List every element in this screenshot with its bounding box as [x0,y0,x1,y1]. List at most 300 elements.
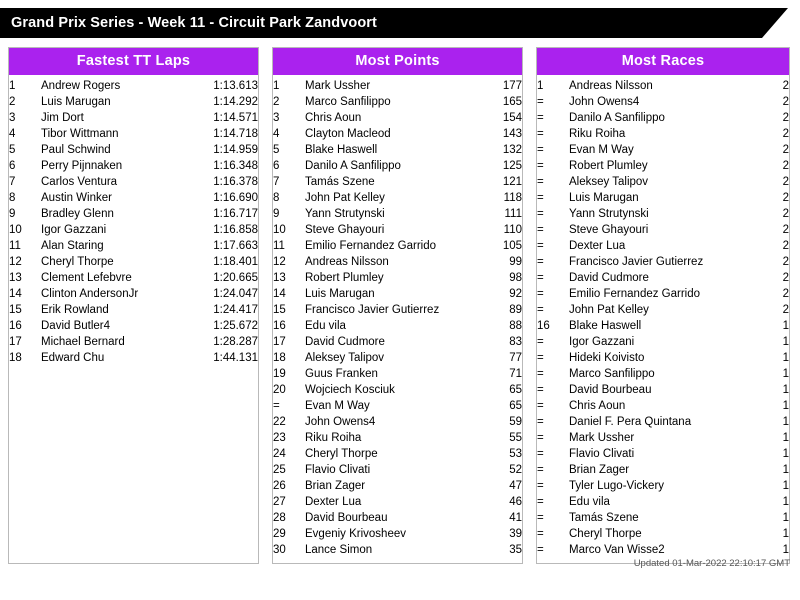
row-value: 41 [509,512,522,524]
row-position: = [537,336,544,348]
row-driver-name: Marco Sanfilippo [569,368,655,380]
table-row [273,270,522,286]
row-value: 1:16.348 [213,160,258,172]
table-row [273,158,522,174]
row-position: 13 [9,272,22,284]
row-driver-name: Clement Lefebvre [41,272,132,284]
row-driver-name: Dexter Lua [569,240,626,252]
row-driver-name: Evgeniy Krivosheev [305,528,406,540]
row-position: 4 [273,128,280,140]
row-value: 39 [509,528,522,540]
table-row [9,238,258,254]
row-position: 11 [273,240,285,252]
row-position: = [537,144,544,156]
row-driver-name: Chris Aoun [569,400,626,412]
row-position: 17 [273,336,286,348]
row-position: 30 [273,544,286,556]
row-value: 132 [502,144,522,156]
row-position: = [537,512,544,524]
row-driver-name: Erik Rowland [41,304,109,316]
row-position: = [537,96,544,108]
row-driver-name: Hideki Koivisto [569,352,645,364]
row-value: 1:14.718 [213,128,258,140]
row-driver-name: John Owens4 [305,416,376,428]
row-position: 23 [273,432,286,444]
row-driver-name: Cheryl Thorpe [569,528,642,540]
table-row [9,270,258,286]
row-position: 18 [273,352,286,364]
row-driver-name: Emilio Fernandez Garrido [305,240,437,252]
table-row [537,270,789,286]
row-driver-name: Tamás Szene [569,512,639,524]
row-position: = [537,528,544,540]
row-position: 15 [273,304,286,316]
row-position: = [537,464,544,476]
row-value: 71 [509,368,522,380]
table-row [537,94,789,110]
table-row [537,382,789,398]
row-position: = [537,176,544,188]
row-driver-name: Austin Winker [41,192,112,204]
row-position: 22 [273,416,286,428]
row-value: 77 [509,352,522,364]
row-position: 12 [9,256,22,268]
row-position: 28 [273,512,286,524]
row-driver-name: Paul Schwind [41,144,111,156]
row-value: 1:16.690 [213,192,258,204]
table-row [537,158,789,174]
row-value: 1 [782,320,789,332]
table-row [9,126,258,142]
row-driver-name: Emilio Fernandez Garrido [569,288,701,300]
row-driver-name: Clinton AndersonJr [41,288,139,300]
row-driver-name: Robert Plumley [305,272,384,284]
row-driver-name: Blake Haswell [569,320,642,332]
row-position: = [537,352,544,364]
table-row [9,286,258,302]
row-driver-name: Luis Marugan [569,192,639,204]
row-driver-name: John Pat Kelley [569,304,649,316]
row-position: 6 [273,160,280,172]
table-row [273,510,522,526]
table-row [273,382,522,398]
row-driver-name: Marco Sanfilippo [305,96,391,108]
row-value: 1:16.717 [213,208,258,220]
table-row [273,78,522,94]
row-value: 46 [509,496,522,508]
row-position: = [537,384,544,396]
table-row [9,254,258,270]
table-row [537,478,789,494]
fastest-table [9,78,258,366]
panel-points-title: Most Points [273,48,522,75]
table-row [537,190,789,206]
row-driver-name: Edward Chu [41,352,105,364]
row-driver-name: Danilo A Sanfilippo [569,112,665,124]
table-row [273,526,522,542]
row-position: = [537,448,544,460]
row-value: 98 [509,272,522,284]
row-position: 9 [273,208,280,220]
table-row [9,206,258,222]
row-position: 19 [273,368,286,380]
row-value: 88 [509,320,522,332]
row-position: 1 [273,80,280,92]
panel-most-races [536,47,790,564]
table-row [9,158,258,174]
row-value: 59 [509,416,522,428]
row-position: = [537,272,544,284]
row-position: 5 [273,144,280,156]
row-driver-name: Igor Gazzani [41,224,107,236]
table-row [537,334,789,350]
row-position: = [537,432,544,444]
row-value: 1:16.858 [213,224,258,236]
row-position: = [537,544,544,556]
row-driver-name: Danilo A Sanfilippo [305,160,401,172]
row-value: 89 [509,304,522,316]
table-row [9,350,258,366]
row-driver-name: Tibor Wittmann [41,128,119,140]
row-driver-name: David Cudmore [569,272,649,284]
row-value: 177 [502,80,522,92]
row-position: = [537,192,544,204]
row-value: 1:17.663 [213,240,258,252]
row-driver-name: Jim Dort [41,112,84,124]
row-value: 1:16.378 [213,176,258,188]
table-row [537,414,789,430]
table-row [273,350,522,366]
row-value: 1 [782,384,789,396]
row-value: 1 [782,464,789,476]
row-driver-name: Daniel F. Pera Quintana [569,416,692,428]
row-driver-name: Andreas Nilsson [305,256,389,268]
row-value: 2 [782,96,789,108]
row-value: 154 [502,112,522,124]
row-position: 1 [9,80,16,92]
table-row [273,222,522,238]
row-value: 1 [782,368,789,380]
row-value: 125 [502,160,522,172]
row-value: 105 [502,240,522,252]
table-row [9,334,258,350]
table-row [537,110,789,126]
row-position: 7 [9,176,16,188]
row-driver-name: Bradley Glenn [41,208,114,220]
row-value: 1:44.131 [213,352,258,364]
table-row [9,302,258,318]
table-row [537,462,789,478]
row-value: 143 [502,128,522,140]
row-position: 15 [9,304,22,316]
table-row [273,478,522,494]
row-driver-name: Marco Van Wisse2 [569,544,665,556]
row-position: = [537,368,544,380]
table-row [273,542,522,558]
row-value: 118 [503,192,522,204]
row-position: 5 [9,144,16,156]
table-row [273,398,522,414]
row-position: 16 [9,320,22,332]
row-value: 1:24.417 [213,304,258,316]
row-driver-name: Cheryl Thorpe [41,256,114,268]
row-position: 7 [273,176,280,188]
row-driver-name: Dexter Lua [305,496,362,508]
row-driver-name: Andrew Rogers [41,80,121,92]
row-driver-name: David Bourbeau [305,512,388,524]
panel-most-points [272,47,523,564]
row-position: = [537,112,544,124]
row-driver-name: John Owens4 [569,96,640,108]
row-driver-name: John Pat Kelley [305,192,385,204]
row-value: 2 [782,112,789,124]
row-driver-name: Evan M Way [569,144,634,156]
table-row [273,318,522,334]
row-driver-name: Yann Strutynski [305,208,385,220]
table-row [537,526,789,542]
table-row [537,302,789,318]
row-value: 121 [502,176,522,188]
row-value: 1:20.665 [213,272,258,284]
row-driver-name: Michael Bernard [41,336,125,348]
row-value: 1 [782,528,789,540]
row-driver-name: Lance Simon [305,544,373,556]
row-position: = [537,128,544,140]
row-driver-name: Steve Ghayouri [569,224,649,236]
row-driver-name: Flavio Clivati [569,448,635,460]
row-position: 24 [273,448,286,460]
row-value: 1:28.287 [213,336,258,348]
table-row [537,446,789,462]
row-value: 1:18.401 [213,256,258,268]
row-value: 1:25.672 [213,320,258,332]
row-position: 4 [9,128,16,140]
row-position: 13 [273,272,286,284]
row-position: 12 [273,256,286,268]
row-position: 6 [9,160,16,172]
row-driver-name: Aleksey Talipov [569,176,649,188]
row-driver-name: David Butler4 [41,320,111,332]
row-value: 2 [782,176,789,188]
table-row [9,318,258,334]
table-row [273,206,522,222]
row-value: 1 [782,416,789,428]
row-value: 2 [782,304,789,316]
row-value: 2 [782,224,789,236]
table-row [273,462,522,478]
row-position: 8 [9,192,16,204]
table-row [537,174,789,190]
table-row [537,222,789,238]
row-position: 26 [273,480,286,492]
row-driver-name: David Bourbeau [569,384,652,396]
row-driver-name: Cheryl Thorpe [305,448,378,460]
table-row [273,446,522,462]
row-driver-name: Igor Gazzani [569,336,635,348]
table-row [537,206,789,222]
table-row [273,414,522,430]
row-value: 111 [504,208,522,220]
row-value: 1:14.292 [213,96,258,108]
row-value: 1 [782,512,789,524]
row-position: 3 [9,112,16,124]
row-value: 52 [509,464,522,476]
row-value: 2 [782,288,789,300]
row-driver-name: Tamás Szene [305,176,375,188]
panel-fastest-title: Fastest TT Laps [9,48,258,75]
row-value: 1 [782,352,789,364]
row-position: = [537,240,544,252]
table-row [273,110,522,126]
table-row [9,94,258,110]
panel-races-body [537,75,789,563]
row-value: 55 [509,432,522,444]
row-value: 53 [509,448,522,460]
row-value: 2 [782,256,789,268]
row-driver-name: Edu vila [569,496,610,508]
row-position: = [537,400,544,412]
row-value: 47 [509,480,522,492]
row-position: 8 [273,192,280,204]
row-value: 83 [509,336,522,348]
table-row [537,238,789,254]
table-row [273,126,522,142]
row-position: 9 [9,208,16,220]
row-value: 1 [782,400,789,412]
row-position: 2 [273,96,280,108]
panel-races-title: Most Races [537,48,789,75]
row-driver-name: Andreas Nilsson [569,80,653,92]
row-value: 1 [782,432,789,444]
table-row [537,510,789,526]
row-driver-name: Tyler Lugo-Vickery [569,480,665,492]
row-driver-name: Robert Plumley [569,160,648,172]
row-driver-name: Yann Strutynski [569,208,649,220]
table-row [537,430,789,446]
row-driver-name: Blake Haswell [305,144,378,156]
row-value: 35 [509,544,522,556]
header-banner-body [0,8,762,38]
row-position: 3 [273,112,280,124]
table-row [537,366,789,382]
row-position: 29 [273,528,286,540]
row-driver-name: Wojciech Kosciuk [305,384,395,396]
row-driver-name: Mark Ussher [305,80,371,92]
table-row [537,542,789,558]
row-value: 110 [503,224,522,236]
row-driver-name: Edu vila [305,320,346,332]
row-value: 92 [509,288,522,300]
row-value: 2 [782,160,789,172]
row-position: = [537,224,544,236]
row-driver-name: Luis Marugan [305,288,375,300]
row-position: = [537,160,544,172]
row-position: 11 [9,240,21,252]
page-title: Grand Prix Series - Week 11 - Circuit Park Zandvoort [11,15,377,31]
row-driver-name: Alan Staring [41,240,104,252]
row-position: 10 [273,224,286,236]
row-driver-name: Carlos Ventura [41,176,118,188]
row-value: 2 [782,144,789,156]
row-value: 65 [509,384,522,396]
panel-fastest-tt-laps [8,47,259,564]
table-row [537,398,789,414]
row-position: = [537,208,544,220]
row-position: 14 [9,288,22,300]
row-position: 16 [273,320,286,332]
row-value: 2 [782,240,789,252]
table-row [9,174,258,190]
row-driver-name: Guus Franken [305,368,378,380]
row-driver-name: Perry Pijnnaken [41,160,123,172]
row-driver-name: Chris Aoun [305,112,362,124]
table-row [9,142,258,158]
table-row [537,142,789,158]
row-value: 1 [782,336,789,348]
row-position: = [537,480,544,492]
row-value: 1:14.959 [213,144,258,156]
row-driver-name: Francisco Javier Gutierrez [305,304,440,316]
row-driver-name: Brian Zager [305,480,366,492]
row-position: = [537,496,544,508]
row-position: 14 [273,288,286,300]
row-driver-name: Flavio Clivati [305,464,371,476]
row-value: 1 [782,496,789,508]
table-row [9,110,258,126]
table-row [537,286,789,302]
row-value: 2 [782,272,789,284]
header-banner-tail [762,8,788,38]
updated-timestamp: Updated 01-Mar-2022 22:10:17 GMT [633,558,790,569]
row-value: 99 [509,256,522,268]
row-value: 65 [509,400,522,412]
table-row [273,94,522,110]
table-row [273,334,522,350]
table-row [273,286,522,302]
row-driver-name: Riku Roiha [569,128,626,140]
row-position: 2 [9,96,16,108]
row-position: 1 [537,80,544,92]
panel-fastest-body [9,75,258,371]
row-position: 18 [9,352,22,364]
row-position: 20 [273,384,286,396]
row-driver-name: Luis Marugan [41,96,111,108]
row-value: 1:13.613 [213,80,258,92]
row-value: 165 [502,96,522,108]
row-driver-name: Aleksey Talipov [305,352,385,364]
table-row [273,254,522,270]
row-position: = [537,304,544,316]
table-row [9,78,258,94]
row-position: 25 [273,464,286,476]
row-position: = [537,256,544,268]
row-driver-name: David Cudmore [305,336,385,348]
row-position: = [273,400,280,412]
row-position: = [537,288,544,300]
row-driver-name: Steve Ghayouri [305,224,385,236]
header-banner [0,8,790,38]
races-table [537,78,789,558]
table-row [537,126,789,142]
panel-points-body [273,75,522,563]
row-driver-name: Evan M Way [305,400,370,412]
table-row [537,350,789,366]
row-value: 1 [782,544,789,556]
row-value: 2 [782,128,789,140]
table-row [273,174,522,190]
table-row [9,190,258,206]
row-value: 2 [782,208,789,220]
